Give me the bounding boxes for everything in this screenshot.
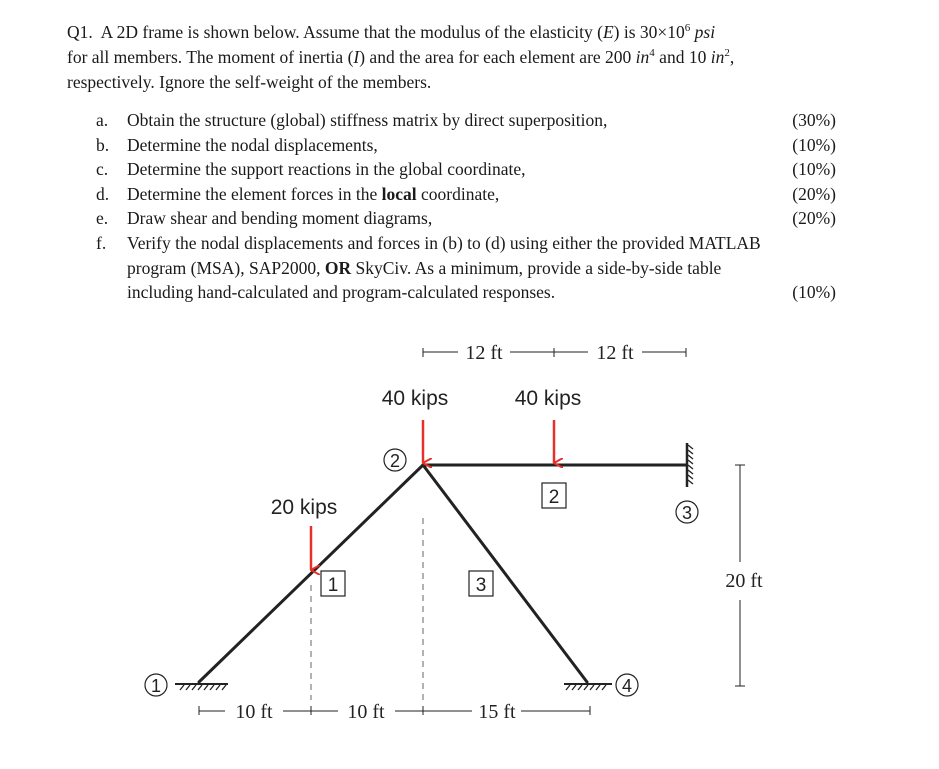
intro-text: ) is 30 (613, 22, 658, 42)
task-text-line-3: including hand-calculated and program-calculated responses. (127, 282, 556, 303)
task-weight: (30%) (792, 110, 836, 130)
load-label: 20 kips (270, 496, 338, 519)
element-label: 3 (475, 575, 487, 596)
task-text: Draw shear and bending moment diagrams, (127, 208, 433, 229)
dimension-label: 12 ft (596, 342, 634, 364)
intro-text: ) and the area for each element are 200 (359, 47, 636, 67)
exponent: 6 (684, 22, 691, 35)
dimension-label: 10 ft (235, 701, 273, 723)
task-letter: d. (96, 183, 110, 204)
node-label: 4 (621, 676, 633, 696)
task-text: Determine the element forces in the (127, 183, 382, 204)
task-text: Determine the nodal displacements, (127, 134, 378, 155)
symbol-E: E (602, 22, 614, 42)
dimension-label: 15 ft (478, 701, 516, 723)
task-text-bold: OR (324, 257, 352, 278)
task-text-line-1: Verify the nodal displacements and forces in (b) to (d) using either the provided MATLAB (127, 232, 761, 253)
intro-line-3: respectively. Ignore the self-weight of the members. (67, 72, 432, 92)
dimension-label: 12 ft (465, 342, 503, 364)
times-symbol: × (657, 22, 668, 42)
dimension-label: 10 ft (347, 701, 385, 723)
task-text: Determine the support reactions in the global coordinate, (127, 159, 526, 180)
task-letter: f. (96, 232, 107, 253)
load-label: 40 kips (514, 387, 582, 410)
exponent: 2 (724, 47, 730, 60)
task-weight: (20%) (792, 183, 836, 204)
task-weight: (20%) (792, 208, 836, 229)
task-letter: c. (96, 159, 109, 180)
task-letter: b. (96, 134, 110, 155)
task-weight: (10%) (792, 281, 836, 302)
node-label: 3 (681, 503, 693, 523)
intro-text: 10 (667, 22, 685, 42)
task-text: program (MSA), SAP2000, (127, 257, 325, 278)
support-node-3 (687, 443, 693, 487)
node-label: 1 (150, 676, 162, 696)
task-letter: a. (96, 110, 109, 130)
task-text-bold: local (381, 183, 417, 204)
node-label: 2 (389, 451, 401, 471)
top-dimension (423, 348, 686, 357)
task-letter: e. (96, 208, 109, 229)
unit-in: in (635, 47, 650, 67)
task-weight: (10%) (792, 134, 836, 155)
question-number: Q1. (67, 22, 93, 42)
element-label: 2 (548, 487, 560, 508)
task-text: coordinate, (416, 183, 500, 204)
support-node-4 (564, 684, 612, 690)
exponent: 4 (649, 47, 655, 60)
task-weight: (10%) (792, 159, 836, 180)
intro-text: for all members. The moment of inertia ( (67, 47, 354, 67)
unit-in: in (710, 47, 725, 67)
unit-psi: psi (694, 22, 716, 42)
intro-text: , (729, 47, 735, 67)
task-text: SkyCiv. As a minimum, provide a side-by-side table (351, 257, 722, 278)
element-label: 1 (327, 575, 339, 596)
symbol-I: I (353, 47, 360, 67)
support-node-1 (175, 684, 228, 690)
load-label: 40 kips (381, 387, 449, 410)
intro-text: A 2D frame is shown below. Assume that the modulus of the elasticity ( (100, 22, 603, 42)
task-text: Obtain the structure (global) stiffness matrix by direct superposition, (127, 110, 608, 130)
intro-text: and 10 (654, 47, 711, 67)
dimension-label: 20 ft (725, 570, 763, 592)
